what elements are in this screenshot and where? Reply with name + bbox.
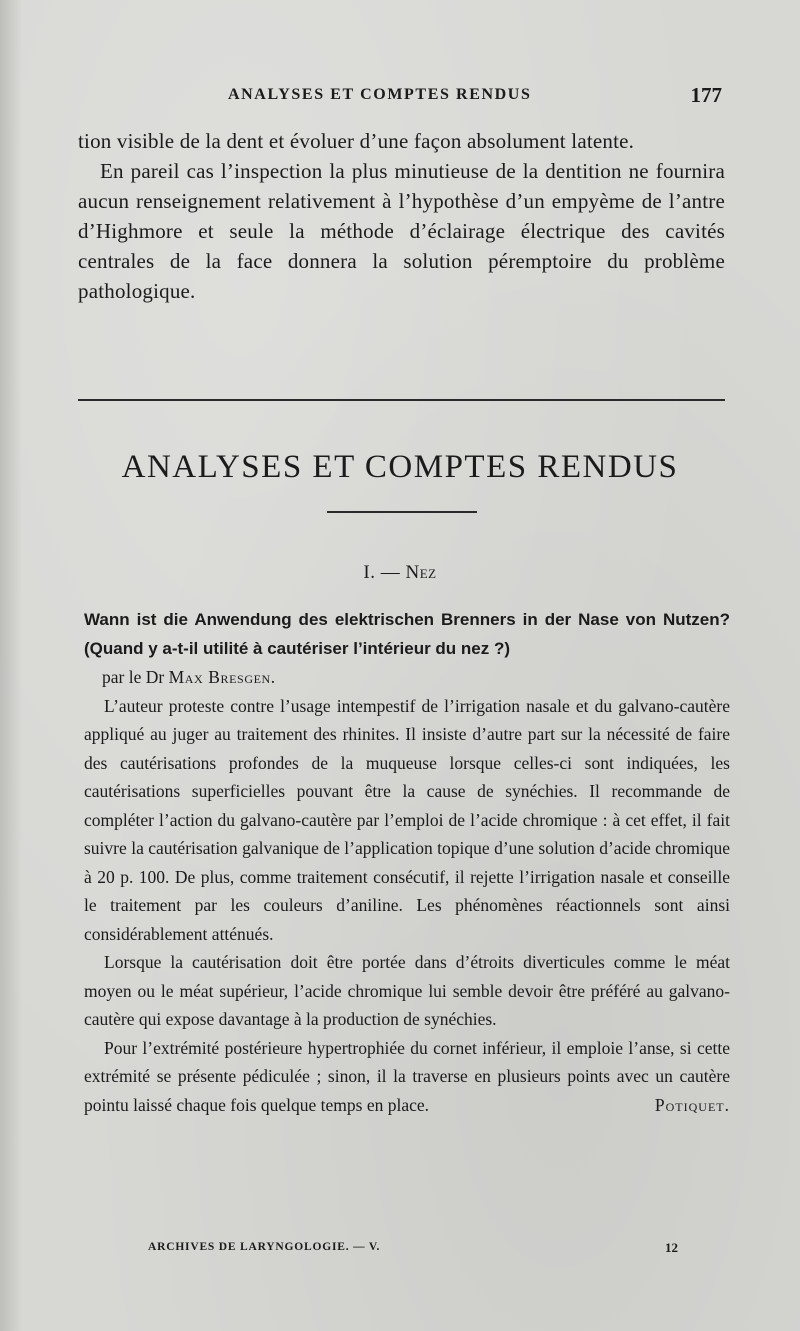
section-title: ANALYSES ET COMPTES RENDUS xyxy=(121,449,679,485)
paragraph: Lorsque la cautérisation doit être portée dans d’étroits diverticules comme le méat moyen ou le méat supérieur, l’acide chromique lui semble devoir être préféré au galvano-cautère qui expose davantage à la production de synéchies. xyxy=(84,952,730,1029)
section-divider xyxy=(78,399,725,401)
byline-prefix: par le Dr xyxy=(102,667,165,687)
review-article xyxy=(84,606,730,1119)
title-underline xyxy=(327,511,477,513)
paragraph-with-signature xyxy=(84,1034,730,1120)
subsection-number: I. — xyxy=(363,562,401,583)
running-head xyxy=(80,83,730,112)
article-title-french: (Quand y a-t-il utilité à cautériser l’intérieur du nez ?) xyxy=(84,638,511,658)
previous-article-continuation xyxy=(78,126,725,306)
running-title: ANALYSES ET COMPTES RENDUS xyxy=(228,86,532,103)
page-footer xyxy=(148,1241,678,1261)
subsection-heading xyxy=(0,562,800,584)
paragraph: L’auteur proteste contre l’usage intempestif de l’irrigation nasale et du galvano-cautère appliqué au juger au traitement des rhinites. Il insiste d’autre part sur la nécessité de faire des cautérisations profondes de la muqueuse lorsque celles-ci sont indiquées, les cautérisations superficielles pouvant être la cause de synéchies. Il recommande de compléter l’action du galvano-cautère par l’emploi de l’acide chromique : à cet effet, il fait suivre la cautérisation galvanique de l’application topique d’une solution d’acide chromique à 20 p. 100. De plus, comme traitement consécutif, il rejette l’irrigation nasale et conseille le traitement par les couleurs d’aniline. Les phénomènes réactionnels sont ainsi considérablement atténués. xyxy=(84,695,730,944)
printer-signature-mark: 12 xyxy=(665,1240,678,1255)
reviewer-signature: Potiquet. xyxy=(654,1094,730,1115)
journal-signature-line: ARCHIVES DE LARYNGOLOGIE. — V. xyxy=(148,1241,381,1253)
page-number: 177 xyxy=(690,83,722,107)
paragraph: tion visible de la dent et évoluer d’une façon absolument latente. xyxy=(78,129,635,153)
article-title xyxy=(84,606,730,663)
subsection-name: Nez xyxy=(405,562,437,583)
paragraph: En pareil cas l’inspection la plus minutieuse de la dentition ne fournira aucun renseignement relativement à l’hypothèse d’un empyème de l’antre d’Highmore et seule la méthode d’éclairage électrique des cavités centrales de la face donnera la solution péremptoire du problème pathologique. xyxy=(78,159,725,303)
byline xyxy=(84,663,730,692)
paragraph-text: Pour l’extrémité postérieure hypertrophiée du cornet inférieur, il emploie l’anse, si cette extrémité se présente pédiculée ; sinon, il la traverse en plusieurs points avec un cautère pointu laissé chaque fois quelque temps en place. xyxy=(84,1037,730,1115)
article-title-german: Wann ist die Anwendung des elektrischen Brenners in der Nase von Nutzen? xyxy=(84,610,730,629)
page-gutter-shadow xyxy=(0,0,22,1331)
byline-author: Max Bresgen. xyxy=(168,667,276,687)
